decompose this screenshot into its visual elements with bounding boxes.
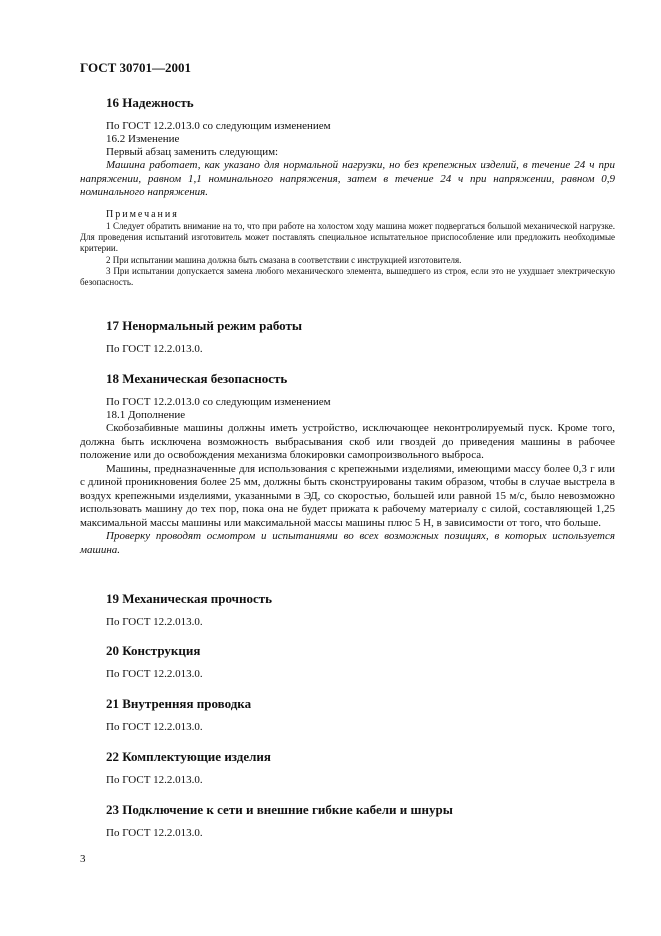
section-23-text: По ГОСТ 12.2.013.0. xyxy=(106,827,203,839)
note-3: 3 При испытании допускается замена любого механического элемента, вышедшего из строя, если это не ухудшает электрическую безопасность. xyxy=(80,265,615,288)
section-16-title: 16 Надежность xyxy=(106,95,194,110)
note-1: 1 Следует обратить внимание на то, что при работе на холостом ходу машина может подвергаться большой механической нагрузке. Для проведения испытаний изготовитель может поставлять специальное испытательное приспособление или предложить необходимые критерии. xyxy=(80,221,615,254)
section-18-paragraph-1: Скобозабивные машины должны иметь устройство, исключающее неконтролируемый пуск. Кроме того, должна быть исключена возможность выбрасывания скоб или гвоздей до приведения машины в рабочее положение или до освобождения механизма блокировки самопроизвольного выброса. xyxy=(80,422,615,461)
section-16-2-label: 16.2 Изменение xyxy=(106,133,180,145)
section-19-title: 19 Механическая прочность xyxy=(106,591,273,606)
page-number: 3 xyxy=(80,853,86,865)
section-18-1-label: 18.1 Дополнение xyxy=(106,409,186,421)
section-18-body xyxy=(80,422,615,557)
section-17-title: 17 Ненормальный режим работы xyxy=(106,318,303,333)
section-20-title: 20 Конструкция xyxy=(106,643,201,658)
notes-title: Примечания xyxy=(106,209,179,220)
section-17-text: По ГОСТ 12.2.013.0. xyxy=(106,343,203,355)
section-18-paragraph-3: Проверку проводят осмотром и испытаниями во всех возможных позициях, в которых используется машина. xyxy=(80,530,615,556)
section-20-text: По ГОСТ 12.2.013.0. xyxy=(106,668,203,680)
section-21-title: 21 Внутренняя проводка xyxy=(106,696,252,711)
section-18-ref: По ГОСТ 12.2.013.0 со следующим изменением xyxy=(106,396,331,408)
section-22-title: 22 Комплектующие изделия xyxy=(106,749,271,764)
section-18-title: 18 Механическая безопасность xyxy=(106,371,288,386)
notes-block xyxy=(80,221,615,288)
section-18-paragraph-2: Машины, предназначенные для использования с крепежными изделиями, имеющими массу более 0,3 г или с длиной проникновения более 25 мм, должны быть сконструированы таким образом, чтобы в случае выстрела в воздух крепежными изделиями, указанными в ЭД, со скоростью, большей или равной 15 м/с, было невозможно использовать машину до тех пор, пока она не будет прижата к рабочему материалу с силой, составляющей 1,25 максимальной массы машины или максимальной массы машины плюс 5 Н, в зависимости от того, что больше. xyxy=(80,462,615,529)
section-16-instruction: Первый абзац заменить следующим: xyxy=(106,146,279,158)
document-header: ГОСТ 30701—2001 xyxy=(80,60,192,75)
section-16-ref: По ГОСТ 12.2.013.0 со следующим изменением xyxy=(106,120,331,132)
section-23-title: 23 Подключение к сети и внешние гибкие кабели и шнуры xyxy=(106,802,453,817)
note-2: 2 При испытании машина должна быть смазана в соответствии с инструкцией изготовителя. xyxy=(106,254,462,265)
section-21-text: По ГОСТ 12.2.013.0. xyxy=(106,721,203,733)
section-19-text: По ГОСТ 12.2.013.0. xyxy=(106,616,203,628)
section-16-replacement-text: Машина работает, как указано для нормальной нагрузки, но без крепежных изделий, в течение 24 ч при напряжении, равном 1,1 номинального напряжения, затем в течение 24 ч при напряжении, равном 0,9 номинального напряжения. xyxy=(80,159,615,198)
section-22-text: По ГОСТ 12.2.013.0. xyxy=(106,774,203,786)
